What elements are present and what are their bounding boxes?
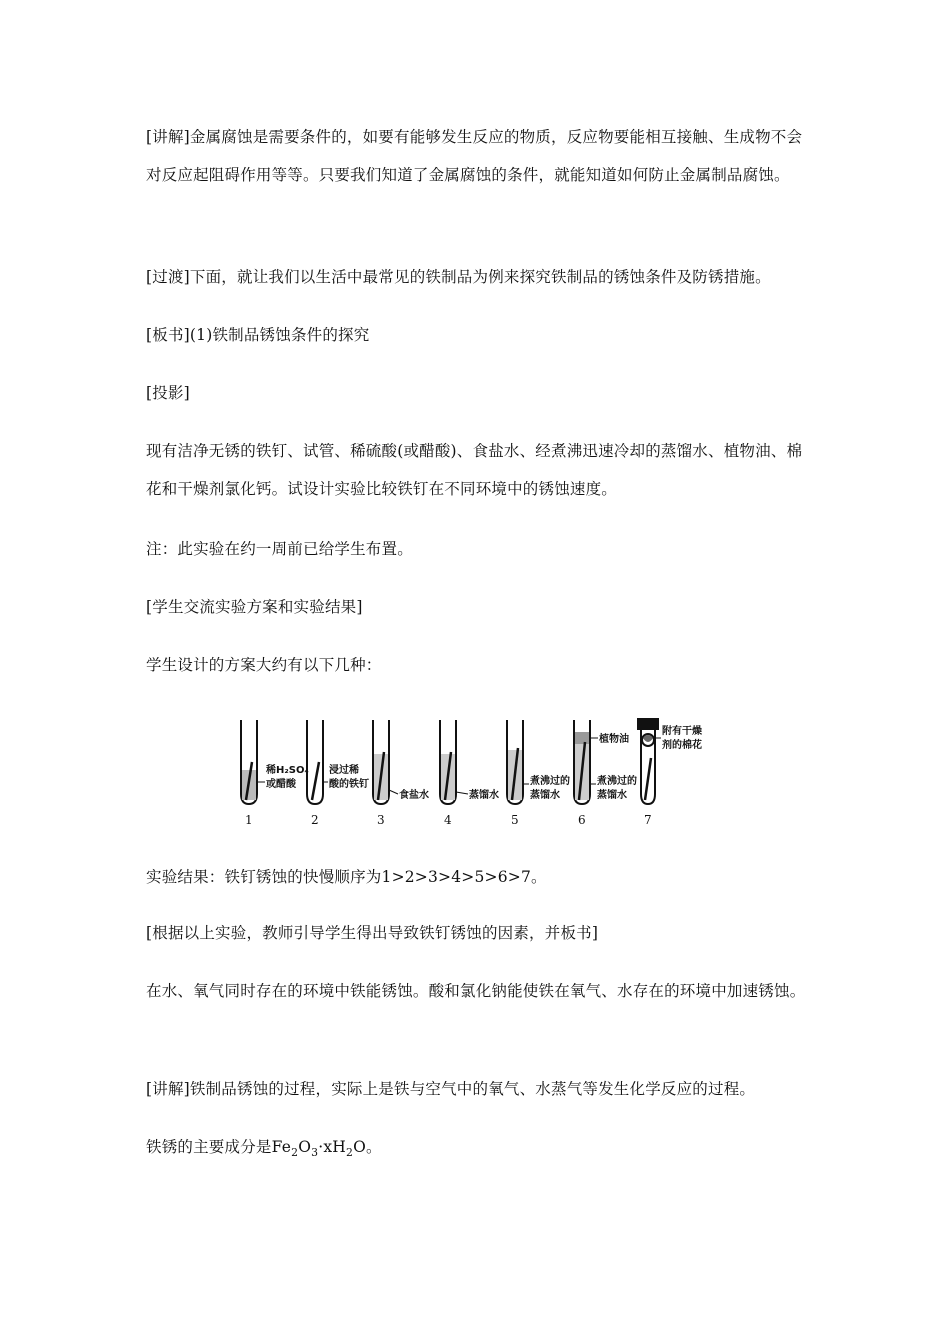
tube-3-label: 食盐水 [399,790,429,801]
paragraph-lecture-2: [讲解]铁制品锈蚀的过程，实际上是铁与空气中的氧气、水蒸气等发生化学反应的过程。 [146,1080,756,1098]
tube-2-number: 2 [311,813,319,827]
tube-1-label-line-1: 稀H₂SO₄ [266,765,309,776]
paragraph-transition: [过渡]下面，就让我们以生活中最常见的铁制品为例来探究铁制品的锈蚀条件及防锈措施。 [146,268,771,286]
tube-7-label-line-1: 附有干燥 [662,726,702,737]
tube-4-number: 4 [444,813,452,827]
test-tubes-diagram [232,712,722,832]
rust-text-end: O。 [353,1138,382,1156]
tube-1-label-line-2: 或醋酸 [266,779,296,790]
subscript-3: 2 [346,1146,354,1160]
paragraph-board-1: [板书](1)铁制品锈蚀条件的探究 [146,326,370,344]
tube-6-label-line-2: 煮沸过的 [597,776,637,787]
test-tube-2 [307,720,328,804]
paragraph-lecture-1: [讲解]金属腐蚀是需要条件的，如要有能够发生反应的物质，反应物要能相互接触、生成物不会对反应起阻碍作用等等。只要我们知道了金属腐蚀的条件，就能知道如何防止金属制品腐蚀。 [146,128,803,184]
tube-1-number: 1 [245,813,253,827]
test-tube-5 [507,720,529,804]
test-tube-7 [637,718,661,804]
tube-5-label-line-2: 蒸馏水 [530,790,560,801]
tube-3-number: 3 [377,813,385,827]
test-tube-4 [440,720,468,804]
paragraph-projection: [投影] [146,384,190,402]
test-tube-6 [574,720,598,804]
tube-6-label-line-3: 蒸馏水 [597,790,627,801]
subscript-2: 3 [311,1146,319,1160]
tube-5-label-line-1: 煮沸过的 [530,776,570,787]
tube-2-label-line-2: 酸的铁钉 [329,779,369,790]
subscript-1: 2 [291,1146,299,1160]
test-tube-3 [373,720,398,804]
paragraph-note: 注：此实验在约一周前已给学生布置。 [146,540,413,558]
tube-6-label-oil: 植物油 [599,734,629,745]
tube-5-number: 5 [511,813,519,827]
paragraph-conclusion: 在水、氧气同时存在的环境中铁能锈蚀。酸和氯化钠能使铁在氧气、水存在的环境中加速锈蚀。 [146,982,806,1000]
paragraph-materials: 现有洁净无锈的铁钉、试管、稀硫酸(或醋酸)、食盐水、经煮沸迅速冷却的蒸馏水、植物油、棉花和干燥剂氯化钙。试设计实验比较铁钉在不同环境中的锈蚀速度。 [146,442,803,498]
rust-text-mid-1: O [298,1138,312,1156]
rust-text-prefix: 铁锈的主要成分是Fe [146,1138,292,1156]
paragraph-result: 实验结果：铁钉锈蚀的快慢顺序为1>2>3>4>5>6>7。 [146,868,547,886]
test-tube-1 [241,720,265,804]
tube-7-number: 7 [644,813,652,827]
paragraph-rust-composition [146,1128,816,1172]
rust-text-mid-2: ·xH [318,1138,347,1156]
paragraph-schemes: 学生设计的方案大约有以下几种： [146,656,382,674]
paragraph-exchange: [学生交流实验方案和实验结果] [146,598,363,616]
tube-4-label: 蒸馏水 [469,790,499,801]
paragraph-guidance: [根据以上实验，教师引导学生得出导致铁钉锈蚀的因素，并板书] [146,924,599,942]
tube-6-number: 6 [578,813,586,827]
tube-2-label-line-1: 浸过稀 [329,765,359,776]
tube-7-label-line-2: 剂的棉花 [662,740,702,751]
experiment-figure [232,712,722,832]
